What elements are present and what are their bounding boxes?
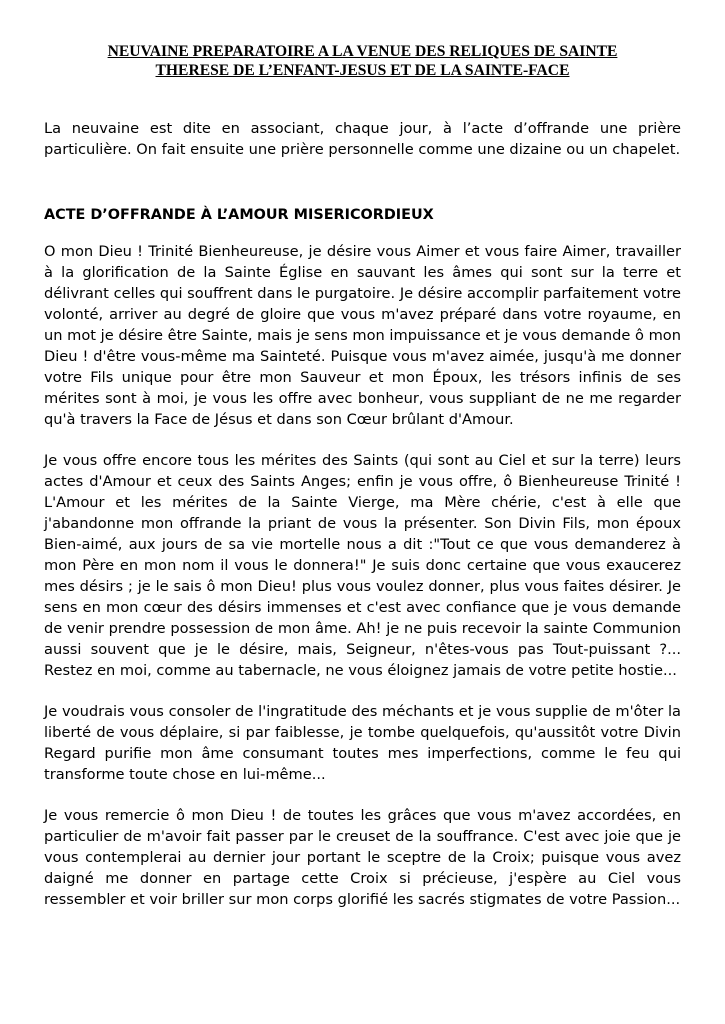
title-line-2: THERESE DE L’ENFANT-JESUS ET DE LA SAINTE-FACE: [155, 62, 570, 79]
prayer-paragraph-1: O mon Dieu ! Trinité Bienheureuse, je désire vous Aimer et vous faire Aimer, travailler à la glorification de la Sainte Église en sauvant les âmes qui sont sur la terre et délivrant celles qui souffrent dans le purgatoire. Je désire accomplir parfaitement votre volonté, arriver au degré de gloire que vous m'avez préparé dans votre royaume, en un mot je désire être Sainte, mais je sens mon impuissance et je vous demande ô mon Dieu ! d'être vous-même ma Sainteté. Puisque vous m'avez aimée, jusqu'à me donner votre Fils unique pour être mon Sauveur et mon Époux, les trésors infinis de ses mérites sont à moi, je vous les offre avec bonheur, vous suppliant de ne me regarder qu'à travers la Face de Jésus et dans son Cœur brûlant d'Amour.: [44, 243, 681, 428]
prayer-paragraph-4: Je vous remercie ô mon Dieu ! de toutes les grâces que vous m'avez accordées, en particulier de m'avoir fait passer par le creuset de la souffrance. C'est avec joie que je vous contemplerai au dernier jour portant le sceptre de la Croix; puisque vous avez daigné me donner en partage cette Croix si précieuse, j'espère au Ciel vous ressembler et voir briller sur mon corps glorifié les sacrés stigmates de votre Passion...: [44, 807, 681, 908]
prayer-paragraph-2: Je vous offre encore tous les mérites des Saints (qui sont au Ciel et sur la terre) leurs actes d'Amour et ceux des Saints Anges; enfin je vous offre, ô Bienheureuse Trinité ! L'Amour et les mérites de la Sainte Vierge, ma Mère chérie, c'est à elle que j'abandonne mon offrande la priant de vous la présenter. Son Divin Fils, mon époux Bien-aimé, aux jours de sa vie mortelle nous a dit :"Tout ce que vous demanderez à mon Père en mon nom il vous le donnera!" Je suis donc certaine que vous exaucerez mes désirs ; je le sais ô mon Dieu! plus vous voulez donner, plus vous faites désirer. Je sens en mon cœur des désirs immenses et c'est avec confiance que je vous demande de venir prendre possession de mon âme. Ah! je ne puis recevoir la sainte Communion aussi souvent que je le désire, mais, Seigneur, n'êtes-vous pas Tout-puissant ?... Restez en moi, comme au tabernacle, ne vous éloignez jamais de votre petite hostie...: [44, 452, 681, 679]
intro-paragraph: La neuvaine est dite en associant, chaque jour, à l’acte d’offrande une prière particulière. On fait ensuite une prière personnelle comme une dizaine ou un chapelet.: [44, 120, 681, 158]
section-heading: ACTE D’OFFRANDE À L’AMOUR MISERICORDIEUX: [44, 207, 434, 223]
document-page: [44, 42, 681, 910]
prayer-paragraph-3: Je voudrais vous consoler de l'ingratitude des méchants et je vous supplie de m'ôter la liberté de vous déplaire, si par faiblesse, je tombe quelquefois, qu'aussitôt votre Divin Regard purifie mon âme consumant toutes mes imperfections, comme le feu qui transforme toute chose en lui-même...: [44, 703, 681, 783]
title-line-1: NEUVAINE PREPARATOIRE A LA VENUE DES RELIQUES DE SAINTE: [107, 43, 618, 60]
document-title: [44, 42, 681, 80]
